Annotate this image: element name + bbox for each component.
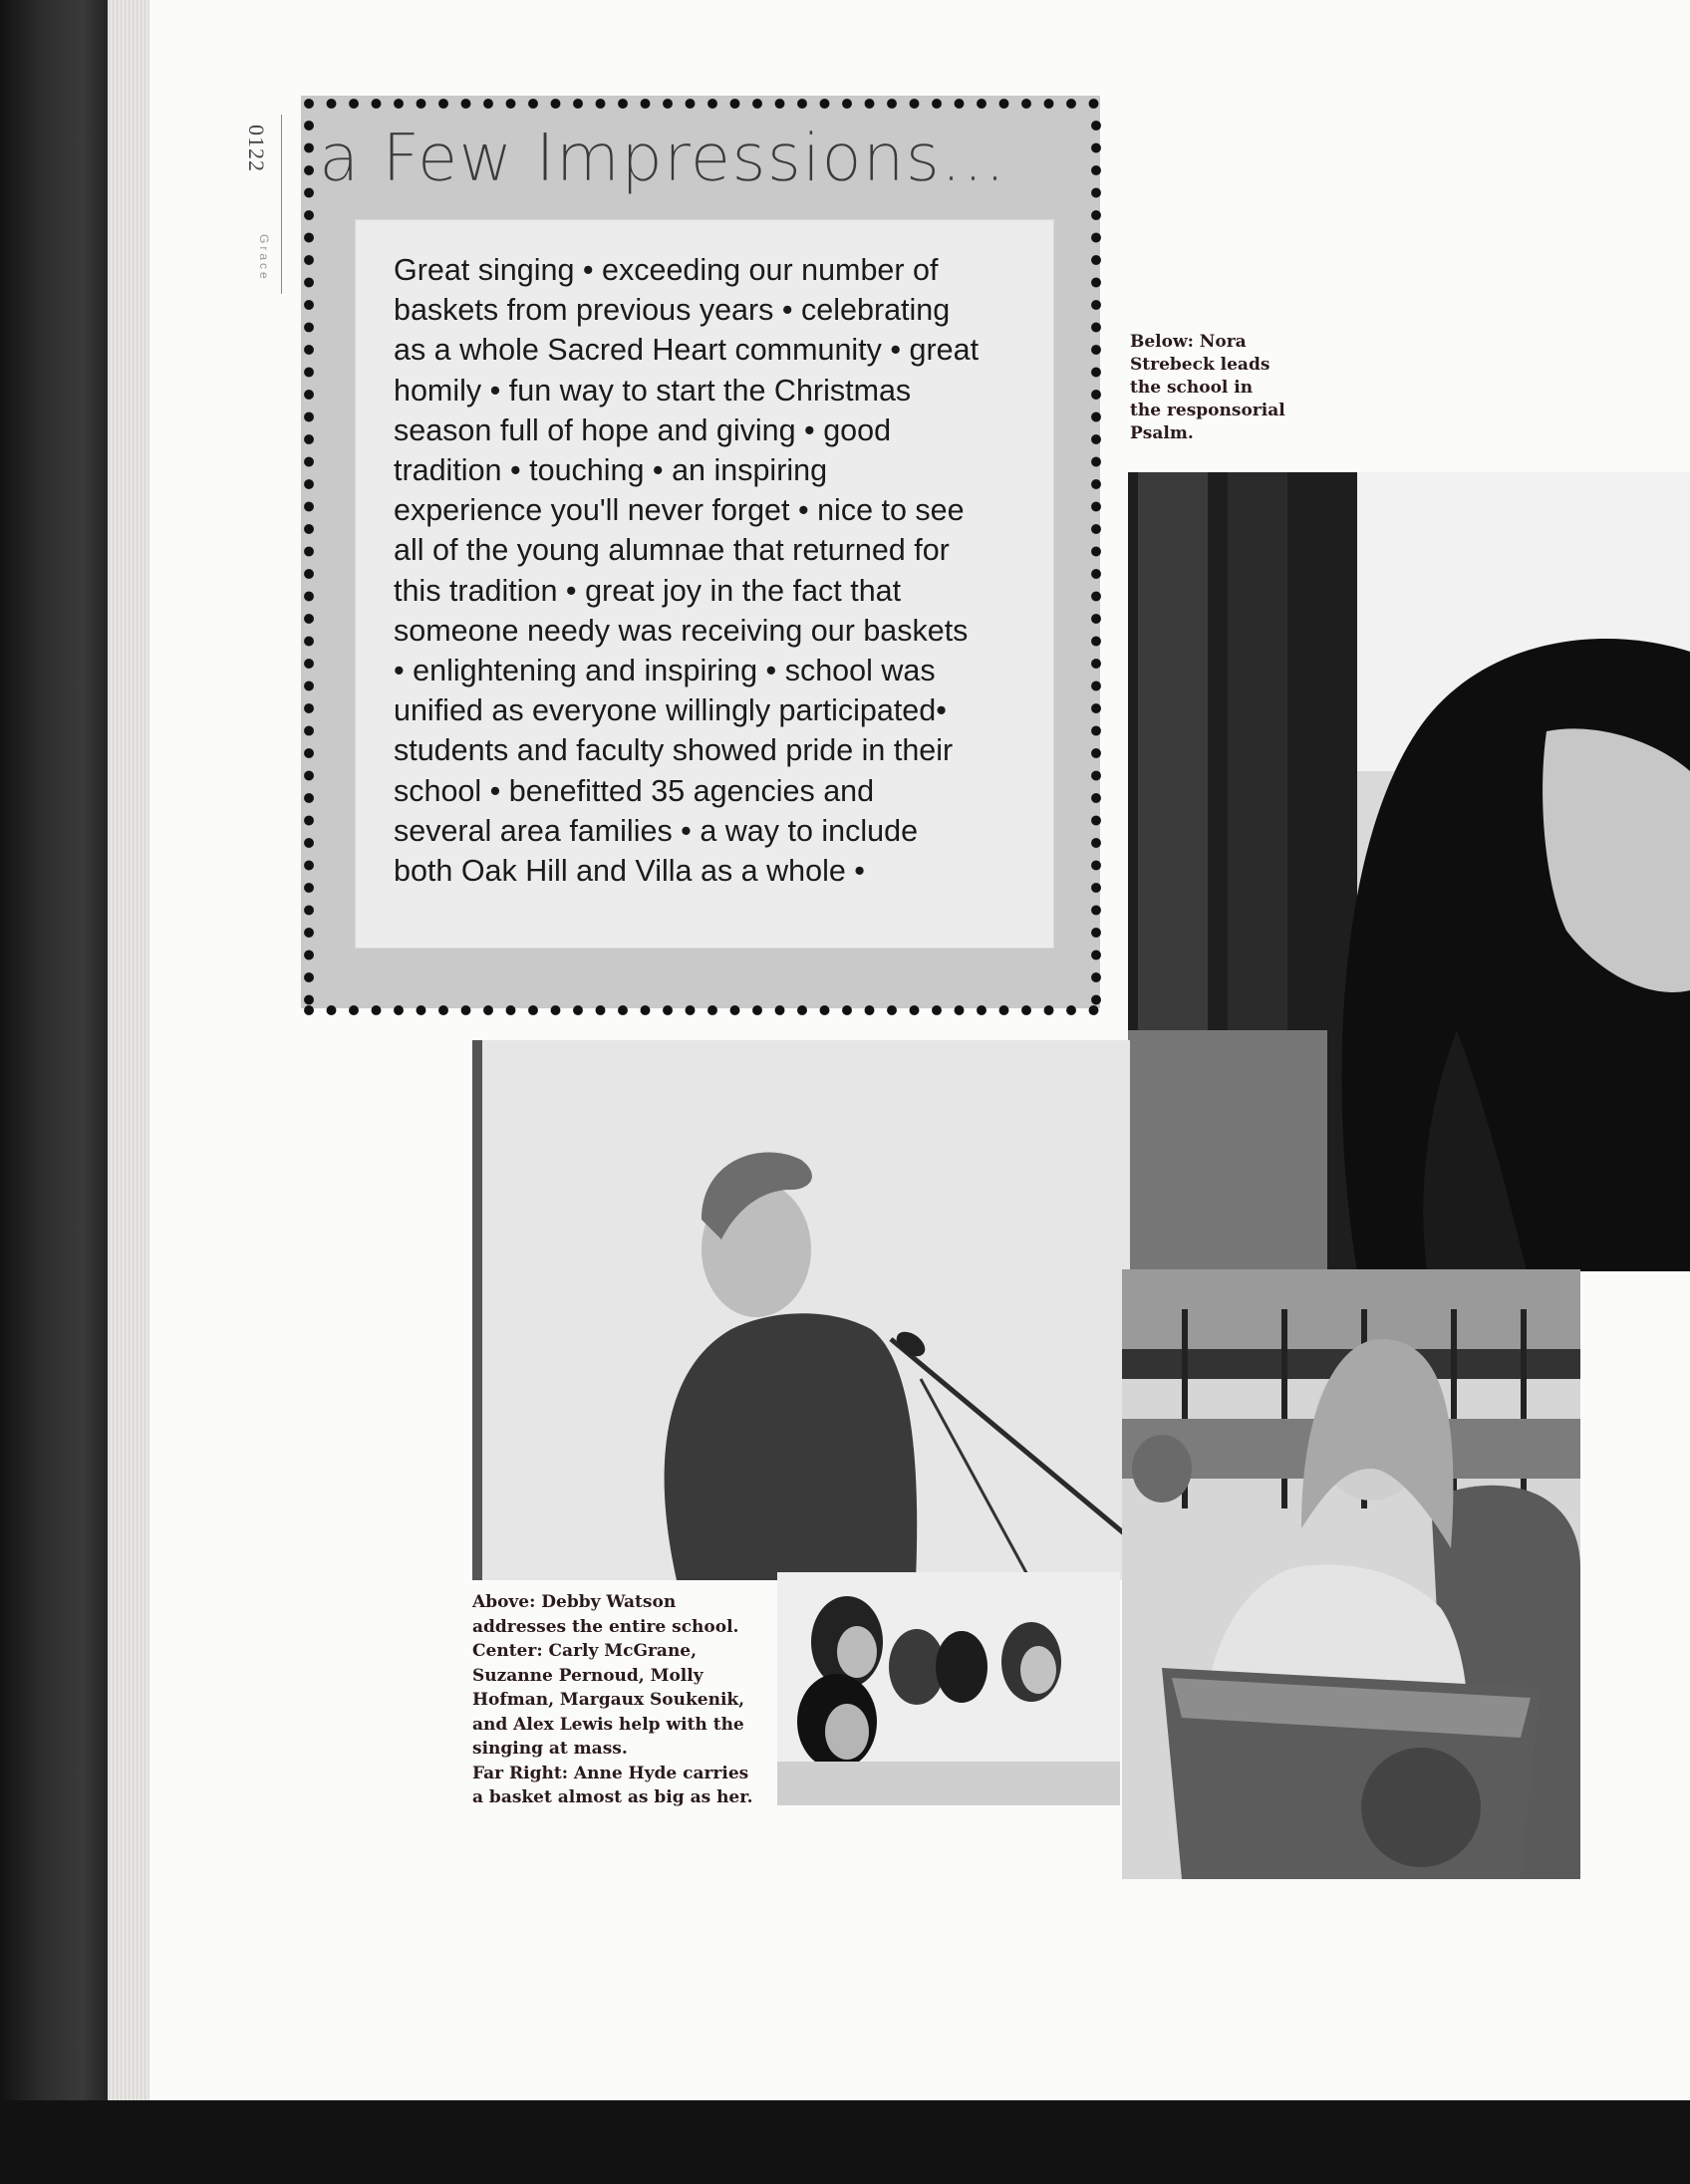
impressions-line: unified as everyone willingly participated• <box>394 693 947 728</box>
photo-nora-strebeck-image <box>1128 472 1690 1271</box>
page-number: 0122 <box>244 125 269 172</box>
impressions-line: students and faculty showed pride in their <box>394 733 954 768</box>
caption-line: Psalm. <box>1130 423 1194 443</box>
impressions-line: all of the young alumnae that returned for <box>394 533 950 568</box>
caption-line: Center: Carly McGrane, <box>472 1641 698 1661</box>
impressions-line: both Oak Hill and Villa as a whole • <box>394 854 865 889</box>
caption-line: Hofman, Margaux Soukenik, <box>472 1690 745 1710</box>
impressions-inner-panel <box>355 219 1054 949</box>
caption-line: and Alex Lewis help with the <box>472 1714 744 1735</box>
caption-above <box>472 1590 753 1810</box>
impressions-line: school • benefitted 35 agencies and <box>394 773 875 808</box>
impressions-line: season full of hope and giving • good <box>394 412 892 447</box>
impressions-line: as a whole Sacred Heart community • great <box>394 333 980 368</box>
impressions-line: Great singing • exceeding our number of <box>394 253 939 287</box>
caption-line: Above: Debby Watson <box>472 1592 677 1612</box>
caption-line: a basket almost as big as her. <box>472 1787 753 1807</box>
impressions-line: someone needy was receiving our baskets <box>394 613 969 648</box>
caption-below <box>1130 331 1285 445</box>
impressions-box <box>301 96 1100 1008</box>
impressions-text <box>394 250 1031 891</box>
caption-line: Strebeck leads <box>1130 355 1270 375</box>
caption-line: Below: Nora <box>1130 332 1247 352</box>
impressions-line: this tradition • great joy in the fact that <box>394 573 902 608</box>
caption-line: the school in <box>1130 378 1254 398</box>
page-edges <box>108 0 150 2112</box>
caption-line: addresses the entire school. <box>472 1616 739 1637</box>
impressions-line: experience you'll never forget • nice to see <box>394 493 965 528</box>
caption-line: singing at mass. <box>472 1739 628 1759</box>
photo-anne-hyde <box>1122 1269 1580 1879</box>
photo-anne-hyde-image <box>1122 1269 1580 1879</box>
caption-line: the responsorial <box>1130 401 1285 420</box>
impressions-line: several area families • a way to include <box>394 813 919 848</box>
photo-singers-image <box>777 1572 1120 1805</box>
impressions-line: baskets from previous years • celebrating <box>394 293 951 328</box>
photo-debby-watson-image <box>472 1040 1130 1580</box>
caption-line: Far Right: Anne Hyde carries <box>472 1763 749 1783</box>
photo-debby-watson <box>472 1040 1130 1580</box>
section-name: Grace <box>257 234 271 282</box>
caption-line: Suzanne Pernoud, Molly <box>472 1665 704 1686</box>
photo-singers <box>777 1572 1120 1805</box>
impressions-line: homily • fun way to start the Christmas <box>394 373 912 408</box>
impressions-title: a Few Impressions... <box>319 120 1006 196</box>
impressions-line: • enlightening and inspiring • school was <box>394 654 936 688</box>
book-spine <box>0 0 118 2184</box>
photo-nora-strebeck <box>1128 472 1690 1271</box>
bottom-background <box>0 2100 1690 2184</box>
impressions-line: tradition • touching • an inspiring <box>394 453 828 488</box>
